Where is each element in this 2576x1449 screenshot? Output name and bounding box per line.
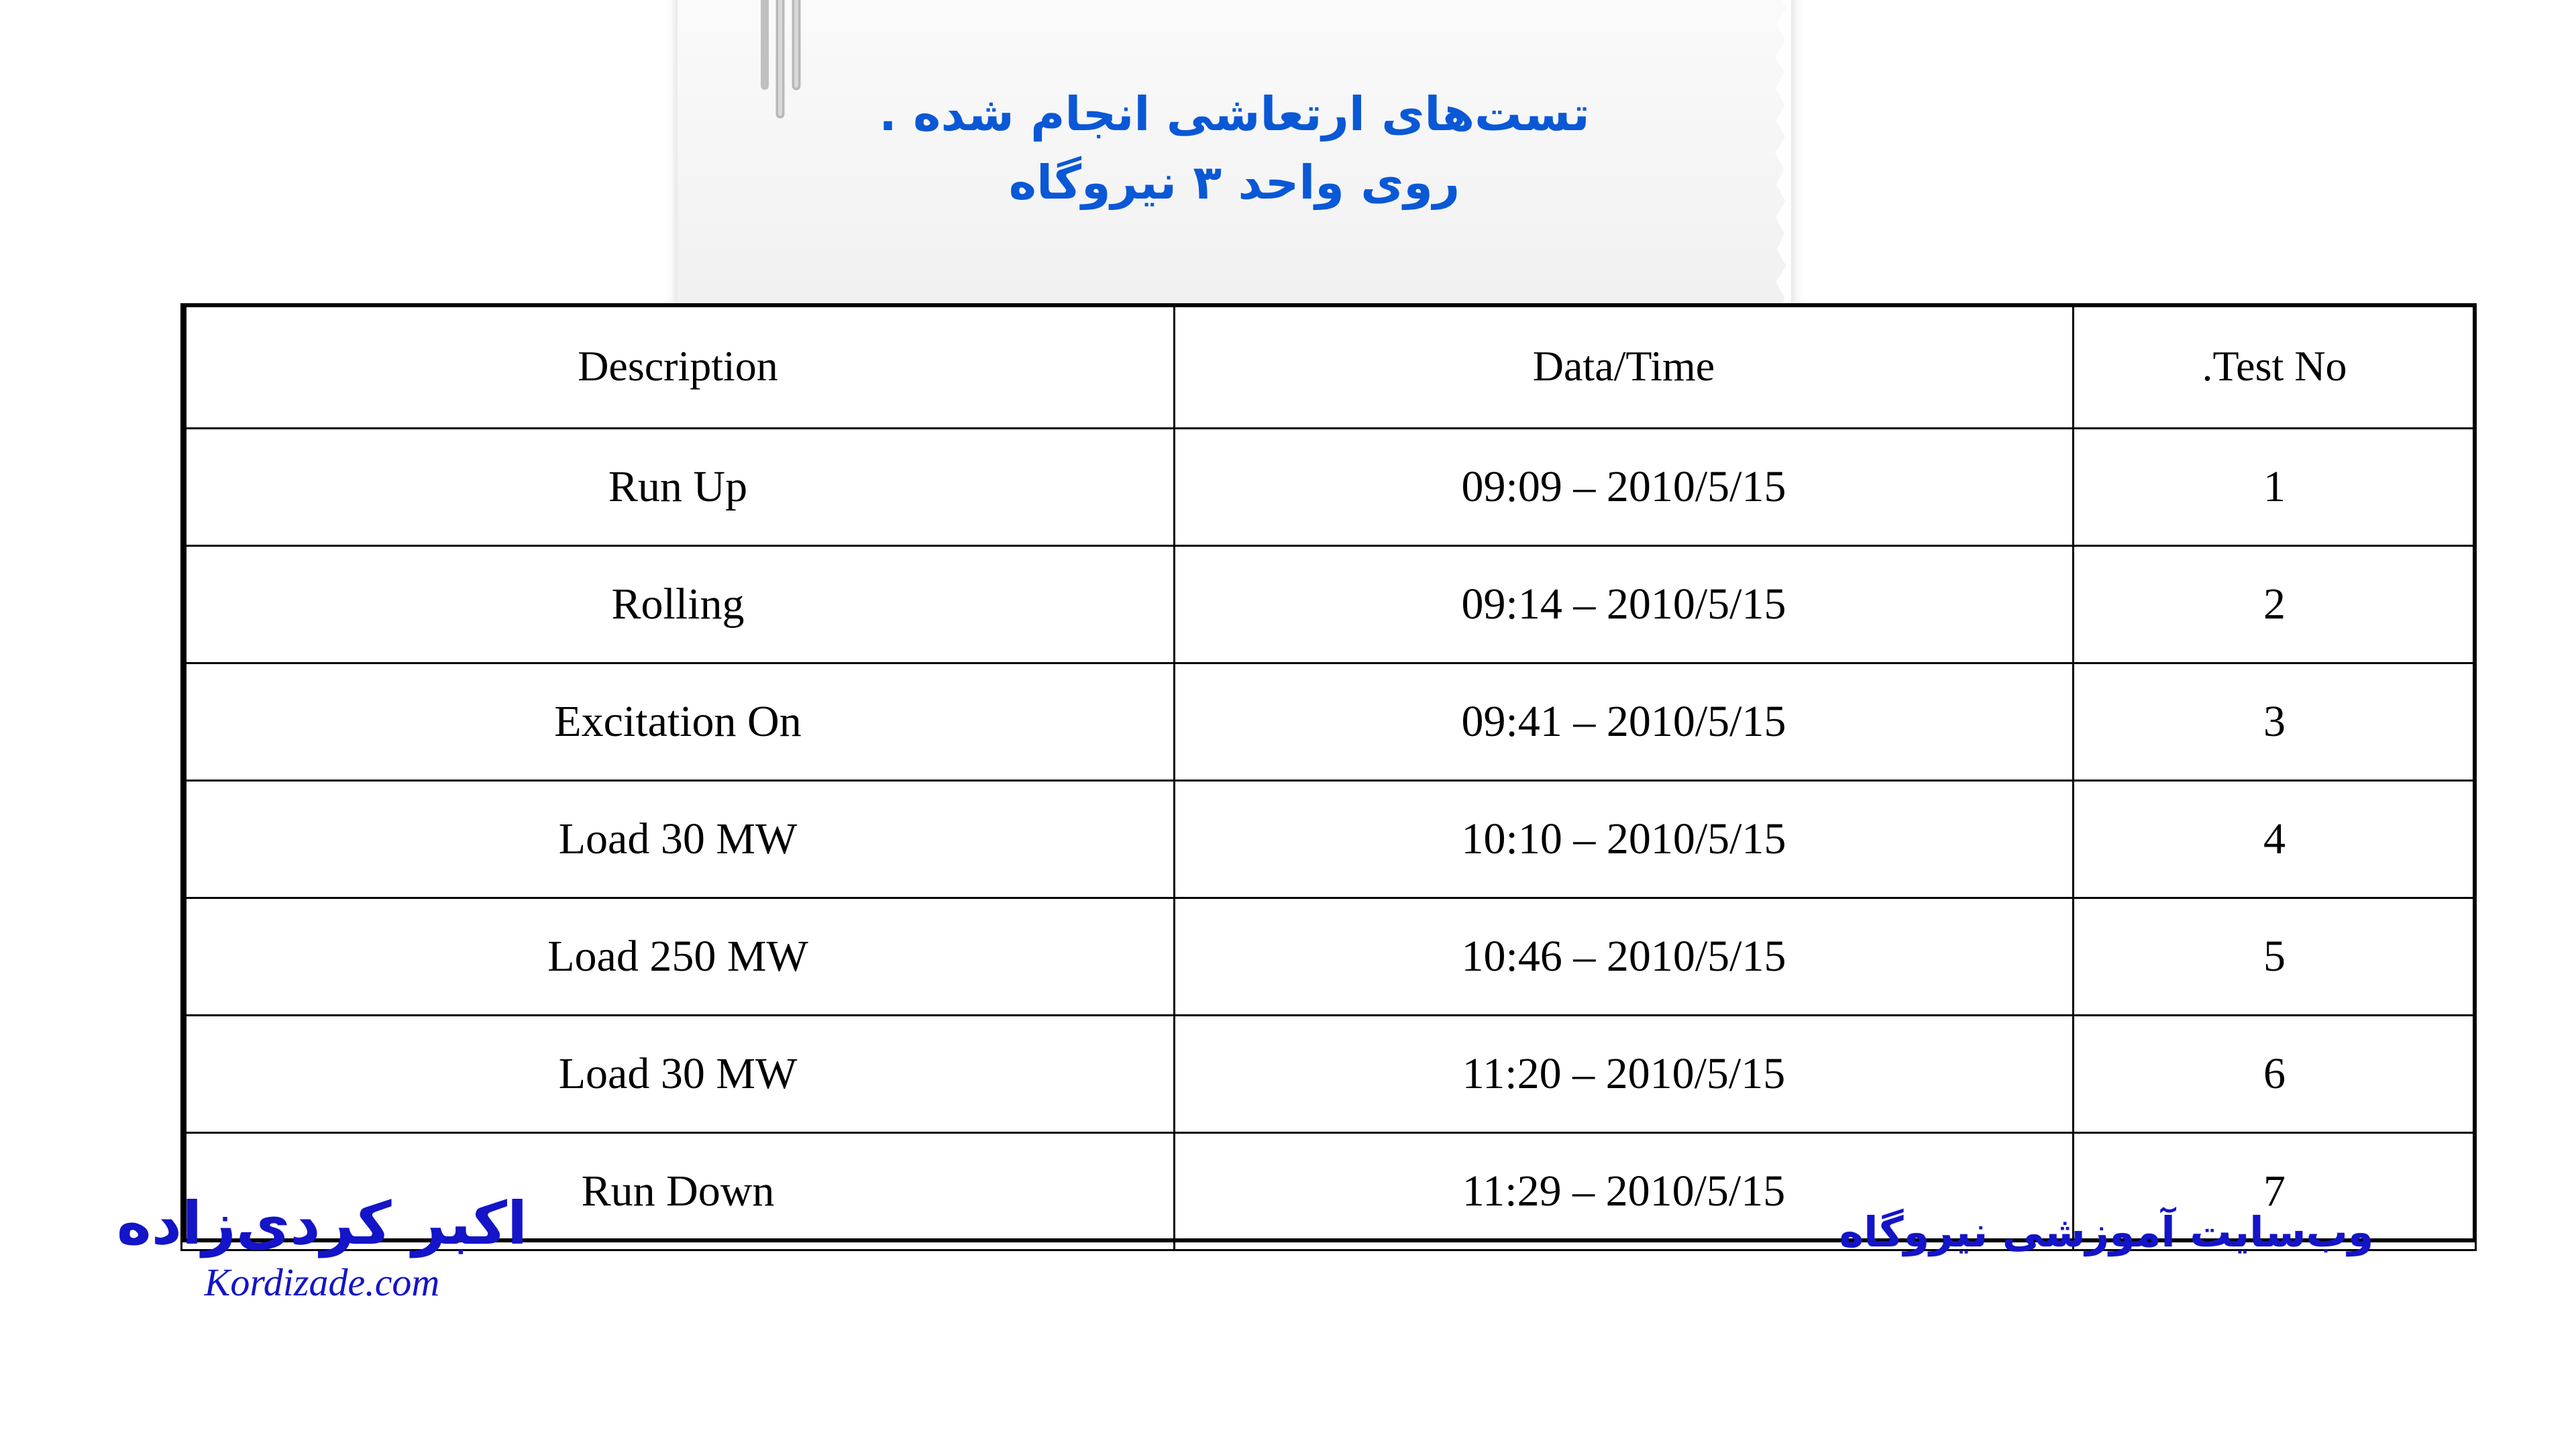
author-name: اکبر کردی‌زاده xyxy=(116,1189,528,1258)
cell-test-no: 3 xyxy=(2074,663,2476,781)
cell-date-time: 2010/5/15 – 11:29 xyxy=(1175,1133,2074,1250)
cell-description: Run Up xyxy=(182,429,1175,546)
column-header-description: Description xyxy=(182,305,1175,429)
cell-description: Load 250 MW xyxy=(182,898,1175,1016)
cell-test-no: 6 xyxy=(2074,1016,2476,1133)
cell-description: Load 30 MW xyxy=(182,781,1175,898)
cell-date-time: 2010/5/15 – 11:20 xyxy=(1175,1016,2074,1133)
table-row xyxy=(182,898,2476,1016)
slide-title-line-1: تست‌های ارتعاشی انجام شده . xyxy=(879,87,1590,142)
cell-test-no: 1 xyxy=(2074,429,2476,546)
cell-date-time: 2010/5/15 – 10:46 xyxy=(1175,898,2074,1016)
author-watermark xyxy=(67,1189,577,1305)
slide-title xyxy=(678,80,1791,217)
cell-description: Rolling xyxy=(182,546,1175,663)
cell-description: Load 30 MW xyxy=(182,1016,1175,1133)
table-header xyxy=(182,305,2476,429)
vibration-tests-table xyxy=(180,303,2477,1251)
cell-test-no: 4 xyxy=(2074,781,2476,898)
column-header-test-no: Test No. xyxy=(2074,305,2476,429)
table-row xyxy=(182,1016,2476,1133)
site-watermark: وب‌سایت آموزشی نیروگاه xyxy=(1839,1208,2374,1256)
vibration-tests-table-container xyxy=(182,303,2477,1251)
cell-test-no: 7 xyxy=(2074,1133,2476,1250)
table-row xyxy=(182,781,2476,898)
author-website: Kordizade.com xyxy=(204,1260,440,1304)
column-header-date-time: Data/Time xyxy=(1175,305,2074,429)
cell-description: Excitation On xyxy=(182,663,1175,781)
table-row xyxy=(182,663,2476,781)
cell-description: Run Down xyxy=(182,1133,1175,1250)
table-body xyxy=(182,429,2476,1250)
cell-date-time: 2010/5/15 – 09:41 xyxy=(1175,663,2074,781)
slide-title-line-2: روی واحد ۳ نیروگاه xyxy=(1008,154,1460,210)
table-row xyxy=(182,429,2476,546)
cell-date-time: 2010/5/15 – 09:14 xyxy=(1175,546,2074,663)
table-header-row xyxy=(182,305,2476,429)
cell-date-time: 2010/5/15 – 09:09 xyxy=(1175,429,2074,546)
cell-date-time: 2010/5/15 – 10:10 xyxy=(1175,781,2074,898)
cell-test-no: 5 xyxy=(2074,898,2476,1016)
paperclip-icon xyxy=(757,0,804,119)
table-row xyxy=(182,546,2476,663)
cell-test-no: 2 xyxy=(2074,546,2476,663)
